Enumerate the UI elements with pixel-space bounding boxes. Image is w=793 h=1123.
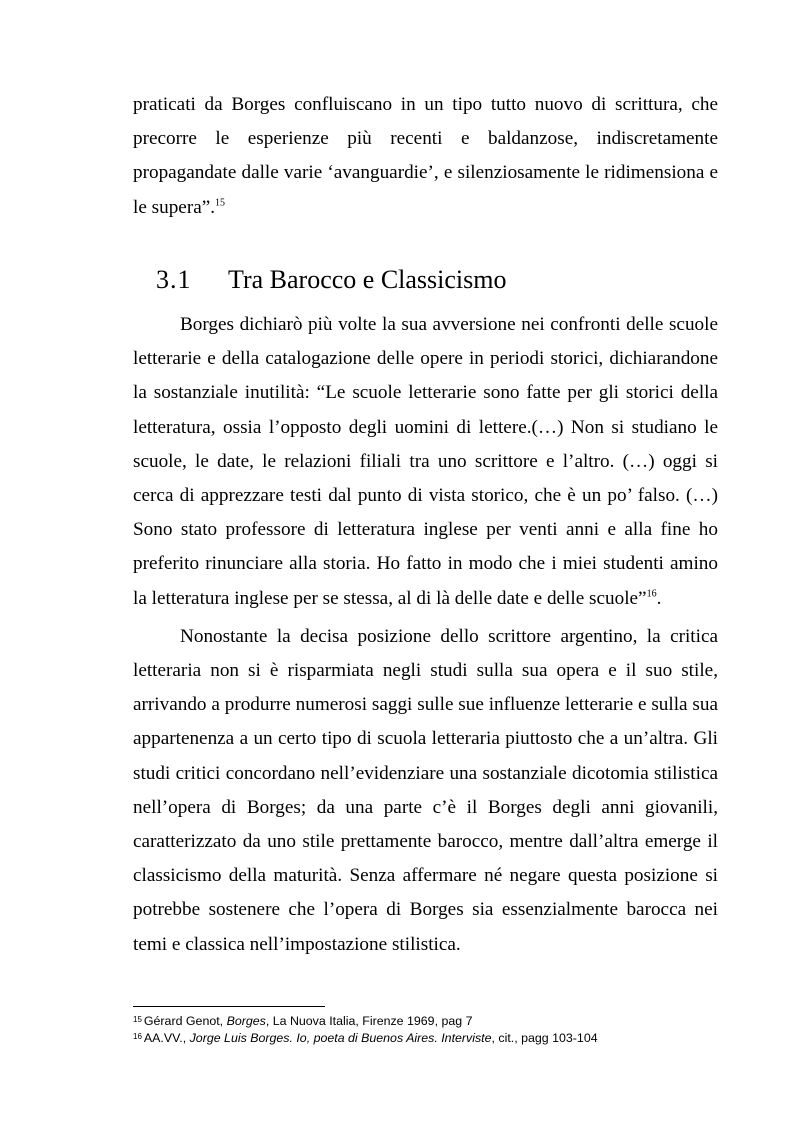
body-paragraph bbox=[133, 308, 718, 616]
footnote-reference: 15 bbox=[215, 197, 226, 209]
footnote-details: , La Nuova Italia, Firenze 1969, pag 7 bbox=[265, 1014, 473, 1028]
section-title: Tra Barocco e Classicismo bbox=[228, 265, 507, 294]
footnote-reference: 16 bbox=[646, 588, 657, 600]
paragraph-text: praticati da Borges confluiscano in un tipo tutto nuovo di scrittura, che precorre le esperienze più recenti e baldanzose, indiscretamente propagandate dalle varie ‘avanguardie’, e silenziosamente le ridimensiona e le supera”. bbox=[133, 94, 718, 218]
footnote bbox=[133, 1012, 733, 1029]
footnote-details: , cit., pagg 103-104 bbox=[491, 1031, 598, 1045]
paragraph-text: Nonostante la decisa posizione dello scrittore argentino, la critica letteraria non si è risparmiata negli studi sulla sua opera e il suo stile, arrivando a produrre numerosi saggi sulle sue influenze letterarie e sulla sua appartenenza a un certo tipo di scuola letteraria piuttosto che a un’altra. Gli studi critici concordano nell’evidenziare una sostanziale dicotomia stilistica nell’opera di Borges; da una parte c’è il Borges degli anni giovanili, caratterizzato da uno stile prettamente barocco, mentre dall’altra emerge il classicismo della maturità. Senza affermare né negare questa posizione si potrebbe sostenere che l’opera di Borges sia essenzialmente barocca nei temi e classica nell’impostazione stilistica. bbox=[133, 625, 718, 955]
footnote-title: Jorge Luis Borges. Io, poeta di Buenos Aires. Interviste bbox=[189, 1031, 492, 1045]
footnote-number: 15 bbox=[133, 1015, 142, 1024]
footnote-separator bbox=[133, 1006, 325, 1007]
body-paragraph bbox=[133, 620, 718, 962]
footnote-title: Borges bbox=[226, 1014, 266, 1028]
footnote-author: AA.VV., bbox=[143, 1031, 190, 1045]
section-heading bbox=[156, 262, 507, 298]
section-body bbox=[133, 308, 718, 962]
footnote-author: Gérard Genot, bbox=[143, 1014, 227, 1028]
footnote-number: 16 bbox=[133, 1032, 142, 1041]
paragraph-text: Borges dichiarò più volte la sua avversione nei confronti delle scuole letterarie e della catalogazione delle opere in periodi storici, dichiarandone la sostanziale inutilità: “Le scuole letterarie sono fatte per gli storici della letteratura, ossia l’opposto degli uomini di lettere.(…) Non si studiano le scuole, le date, le relazioni filiali tra uno scrittore e l’altro. (…) oggi si cerca di apprezzare testi dal punto di vista storico, che è un po’ falso. (…) Sono stato professore di letteratura inglese per venti anni e alla fine ho preferito rinunciare alla storia. Ho fatto in modo che i miei studenti amino la letteratura inglese per se stessa, al di là delle date e delle scuole” bbox=[133, 314, 718, 609]
footnotes bbox=[133, 1012, 733, 1046]
paragraph-tail: . bbox=[656, 587, 662, 609]
continued-paragraph bbox=[133, 88, 718, 225]
section-number: 3.1 bbox=[156, 265, 192, 294]
footnote bbox=[133, 1029, 733, 1046]
